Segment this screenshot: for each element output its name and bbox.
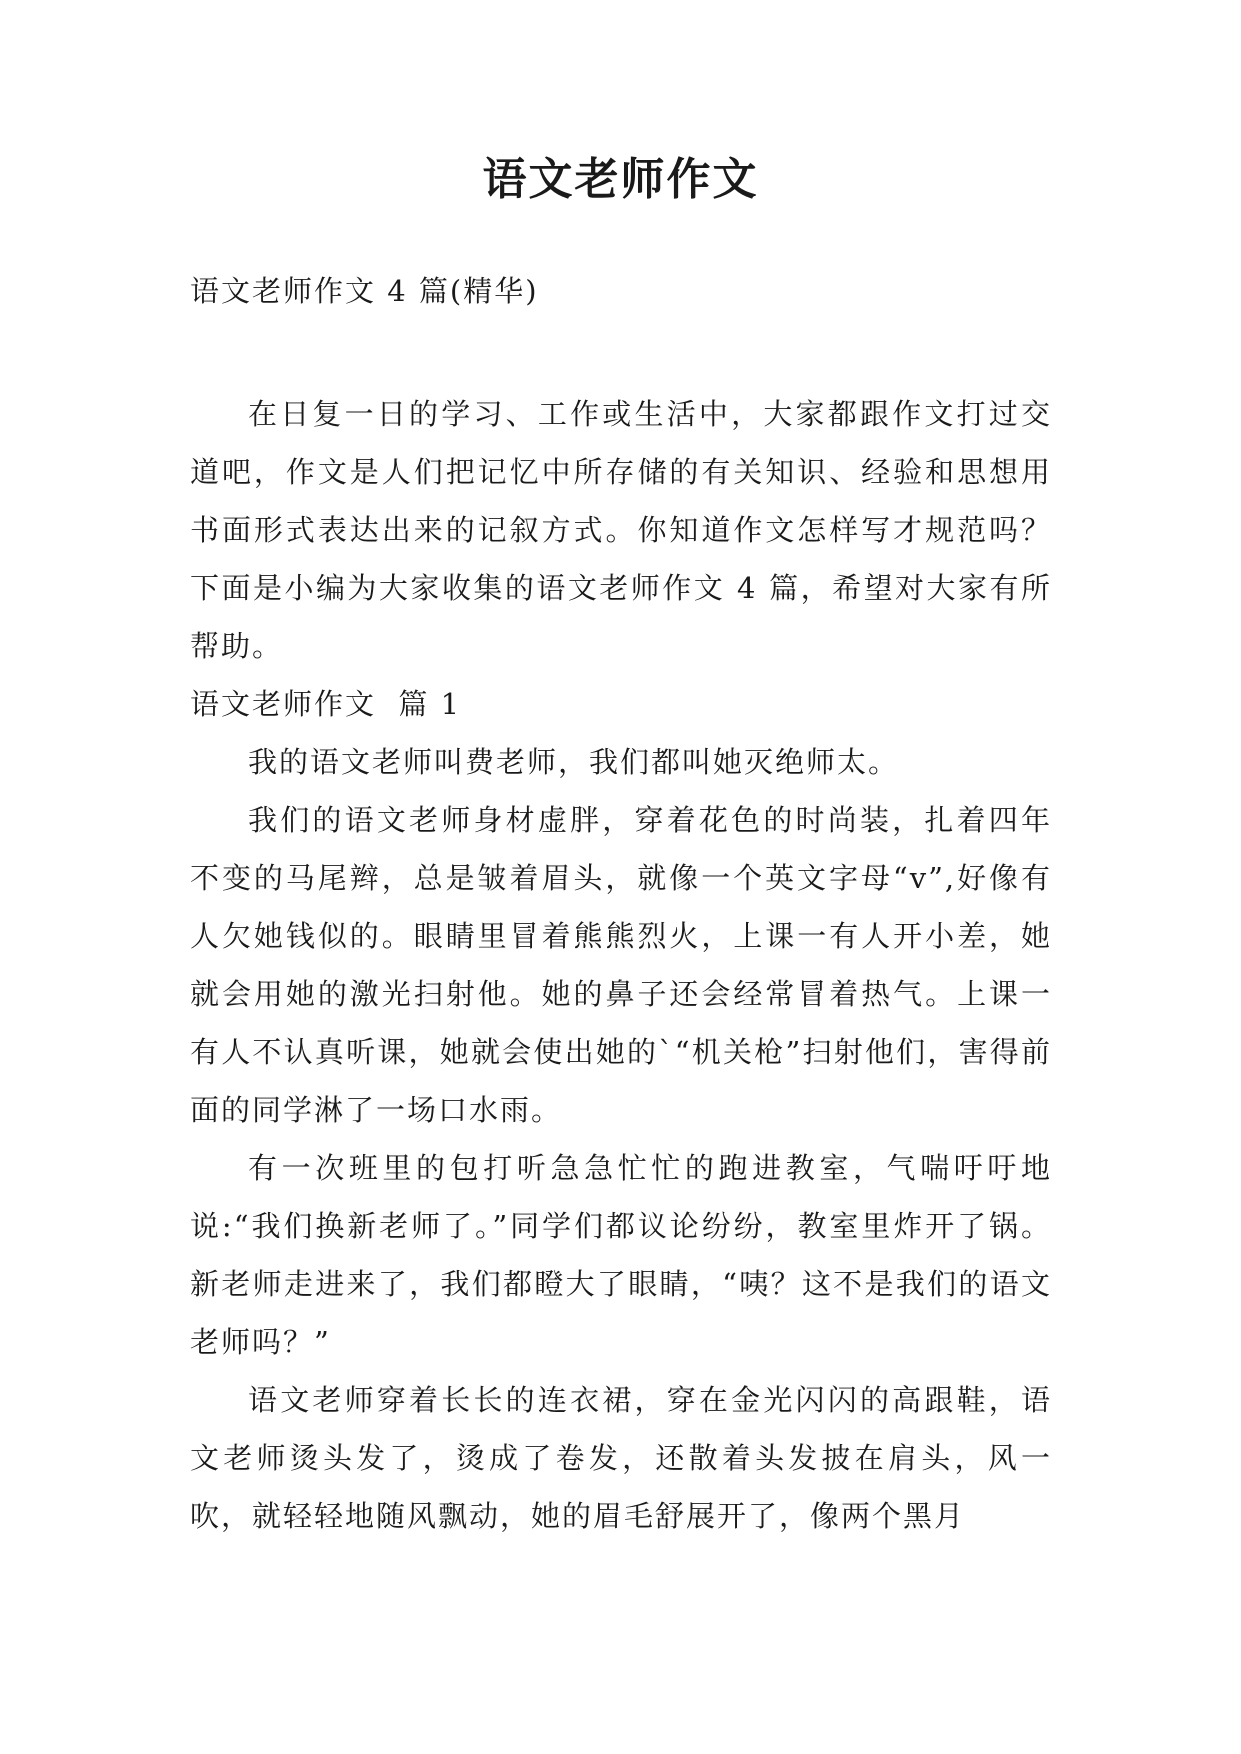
document-subtitle: 语文老师作文 4 篇(精华) — [190, 274, 539, 308]
section-title: 语文老师作文 篇 1 — [190, 687, 462, 721]
body-paragraph: 语文老师穿着长长的连衣裙，穿在金光闪闪的高跟鞋，语文老师烫头发了，烫成了卷发，还散着头发披在肩头，风一吹，就轻轻地随风飘动，她的眉毛舒展开了，像两个黑月 — [190, 1383, 1052, 1533]
body-paragraph: 我们的语文老师身材虚胖，穿着花色的时尚装，扎着四年不变的马尾辫，总是皱着眉头，就像一个英文字母“v”,好像有人欠她钱似的。眼睛里冒着熊熊烈火，上课一有人开小差，她就会用她的激光扫射他。她的鼻子还会经常冒着热气。上课一有人不认真听课，她就会使出她的`“机关枪”扫射他们，害得前面的同学淋了一场口水雨。 — [190, 803, 1052, 1127]
document-title: 语文老师作文 — [482, 154, 759, 205]
intro-paragraph: 在日复一日的学习、工作或生活中，大家都跟作文打过交道吧，作文是人们把记忆中所存储的有关知识、经验和思想用书面形式表达出来的记叙方式。你知道作文怎样写才规范吗？下面是小编为大家收集的语文老师作文 4 篇，希望对大家有所帮助。 — [190, 397, 1052, 663]
body-paragraph: 我的语文老师叫费老师，我们都叫她灭绝师太。 — [248, 745, 900, 779]
document-body — [190, 262, 1052, 1545]
body-paragraph: 有一次班里的包打听急急忙忙的跑进教室，气喘吁吁地说:“我们换新老师了。”同学们都议论纷纷，教室里炸开了锅。新老师走进来了，我们都瞪大了眼睛，“咦？这不是我们的语文老师吗？” — [190, 1151, 1052, 1359]
